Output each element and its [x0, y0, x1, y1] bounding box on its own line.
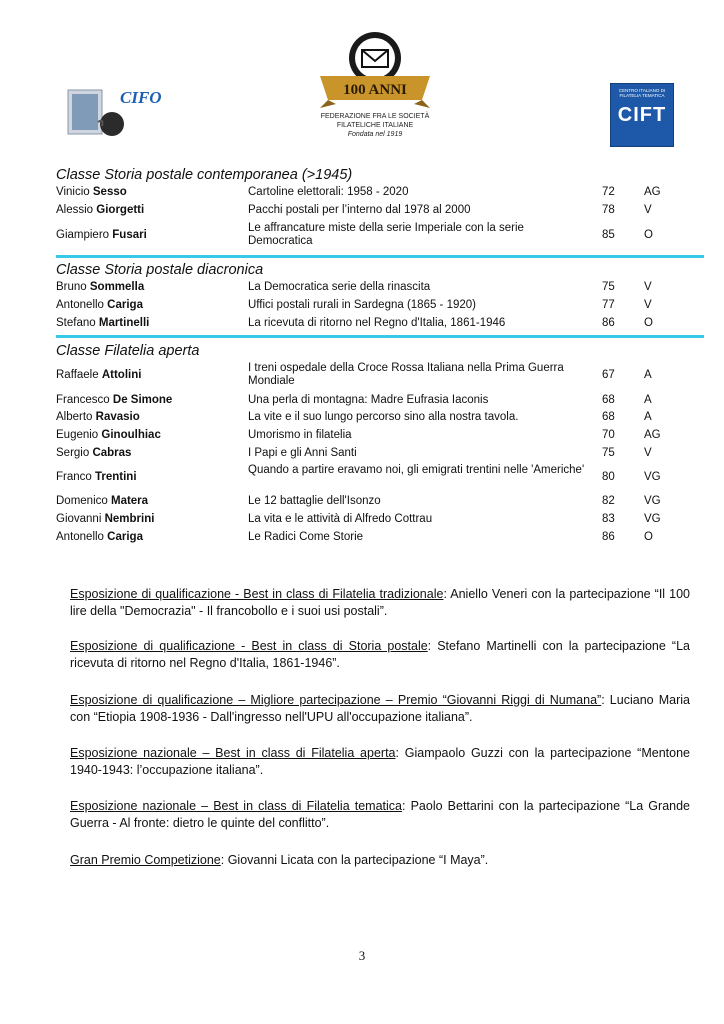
award-text: : Paolo Bettarini con la partecipazione “La Grande Guerra - Al fronte: dietro le quinte del conflitto”.	[70, 799, 690, 830]
award-label: Esposizione nazionale – Best in class di Filatelia aperta	[70, 746, 396, 760]
award-label: Gran Premio Competizione	[70, 853, 221, 867]
medal: V	[644, 204, 652, 216]
first-name: Alberto	[56, 411, 93, 423]
medal: AG	[644, 429, 661, 441]
federation-name-line2: FILATELICHE ITALIANE	[336, 122, 414, 129]
score: 70	[602, 429, 615, 441]
exhibitor-name	[56, 429, 161, 442]
page-number: 3	[358, 948, 366, 963]
section-divider	[56, 255, 704, 258]
section-storia-postale-contemporanea	[56, 166, 704, 184]
medal: A	[644, 411, 652, 423]
exhibitor-name	[56, 411, 140, 424]
exhibit-title: Quando a partire eravamo noi, gli emigrati trentini nelle 'Americhe'	[248, 464, 585, 476]
exhibit-title: Pacchi postali per l’interno dal 1978 al 2000	[248, 204, 471, 216]
exhibitor-name	[56, 394, 172, 407]
section-filatelia-aperta	[56, 342, 704, 360]
first-name: Antonello	[56, 531, 104, 543]
award-label: Esposizione di qualificazione – Migliore partecipazione – Premio “Giovanni Riggi di Numana”	[70, 693, 602, 707]
exhibit-title: Una perla di montagna: Madre Eufrasia Iaconis	[248, 394, 489, 406]
award-label: Esposizione nazionale – Best in class di Filatelia tematica	[70, 799, 402, 813]
award-text: : Giovanni Licata con la partecipazione “I Maya”.	[220, 853, 489, 867]
badge-text: 100 ANNI	[343, 82, 407, 98]
medal: V	[644, 447, 652, 459]
score: 85	[602, 229, 615, 241]
medal: VG	[644, 471, 661, 483]
exhibit-title: Le affrancature miste della serie Imperiale con la serie Democratica	[248, 222, 524, 247]
surname: Sommella	[89, 281, 145, 293]
exhibitor-name	[56, 299, 143, 312]
first-name: Raffaele	[56, 369, 99, 381]
federation-name	[310, 112, 440, 139]
page-header	[0, 0, 724, 160]
exhibitor-name	[56, 531, 143, 544]
cift-logo-mark: CIFT	[617, 104, 667, 126]
medal: V	[644, 299, 652, 311]
score: 68	[602, 394, 615, 406]
exhibitor-name	[56, 317, 149, 330]
medal: VG	[644, 513, 661, 525]
award-paragraph	[70, 586, 690, 620]
score: 72	[602, 186, 615, 198]
exhibitor-name	[56, 229, 147, 242]
federation-founded: Fondata nel 1919	[347, 131, 403, 138]
score: 75	[602, 281, 615, 293]
first-name: Antonello	[56, 299, 104, 311]
exhibit-title: Umorismo in filatelia	[248, 429, 352, 441]
score: 80	[602, 471, 615, 483]
exhibitor-name	[56, 471, 137, 484]
score: 82	[602, 495, 615, 507]
exhibit-title: Uffici postali rurali in Sardegna (1865 - 1920)	[248, 299, 476, 311]
surname: Attolini	[101, 369, 142, 381]
award-paragraph	[70, 692, 690, 726]
medal: V	[644, 281, 652, 293]
award-text: : Aniello Veneri con la partecipazione “Il 100 lire della "Democrazia" - Il francobollo e i suoi usi postali”.	[70, 587, 690, 618]
exhibit-title: La Democratica serie della rinascita	[248, 281, 431, 293]
award-text: : Stefano Martinelli con la partecipazione “La ricevuta di ritorno nel Regno d'Italia, 1861-1946”.	[70, 639, 690, 670]
first-name: Giampiero	[56, 229, 110, 241]
score: 77	[602, 299, 615, 311]
section-divider	[56, 335, 704, 338]
surname: Cariga	[107, 299, 143, 311]
exhibitor-name	[56, 186, 127, 199]
surname: Giorgetti	[96, 204, 145, 216]
first-name: Eugenio	[56, 429, 99, 441]
award-text: : Luciano Maria con “Etiopia 1908-1936 - Dall'ingresso nell'UPU all'occupazione italiana”.	[70, 693, 690, 724]
first-name: Sergio	[56, 447, 90, 459]
award-paragraph	[70, 798, 690, 832]
score: 83	[602, 513, 615, 525]
award-label: Esposizione di qualificazione - Best in class di Storia postale	[70, 639, 428, 653]
exhibitor-name	[56, 495, 148, 508]
surname: Cabras	[92, 447, 132, 459]
award-paragraph	[70, 745, 690, 779]
score: 68	[602, 411, 615, 423]
federation-logo	[310, 28, 440, 153]
score: 86	[602, 317, 615, 329]
cift-logo	[610, 83, 674, 147]
first-name: Francesco	[56, 394, 110, 406]
surname: Fusari	[112, 229, 147, 241]
surname: Ravasio	[95, 411, 140, 423]
exhibit-title: Le 12 battaglie dell'Isonzo	[248, 495, 381, 507]
medal: A	[644, 394, 652, 406]
cifo-logo	[62, 82, 172, 142]
exhibit-title: Cartoline elettorali: 1958 - 2020	[248, 186, 409, 198]
first-name: Franco	[56, 471, 92, 483]
surname: De Simone	[112, 394, 173, 406]
award-text: : Giampaolo Guzzi con la partecipazione “Mentone 1940-1943: l’occupazione italiana”.	[70, 746, 690, 777]
first-name: Stefano	[56, 317, 96, 329]
award-paragraph	[70, 852, 690, 869]
exhibit-title: La ricevuta di ritorno nel Regno d'Italia, 1861-1946	[248, 317, 506, 329]
exhibitor-name	[56, 369, 141, 382]
first-name: Vinicio	[56, 186, 90, 198]
score: 86	[602, 531, 615, 543]
score: 67	[602, 369, 615, 381]
exhibit-title: La vita e le attività di Alfredo Cottrau	[248, 513, 433, 525]
surname: Trentini	[95, 471, 137, 483]
score: 78	[602, 204, 615, 216]
surname: Ginoulhiac	[101, 429, 161, 441]
exhibitor-name	[56, 513, 154, 526]
exhibitor-name	[56, 447, 131, 460]
surname: Sesso	[92, 186, 127, 198]
first-name: Domenico	[56, 495, 108, 507]
medal: AG	[644, 186, 661, 198]
award-paragraph	[70, 638, 690, 672]
exhibitor-name	[56, 204, 144, 217]
section-title: Classe Storia postale contemporanea (>1945)	[56, 167, 353, 183]
exhibit-title: I Papi e gli Anni Santi	[248, 447, 357, 459]
federation-name-line1: FEDERAZIONE FRA LE SOCIETÀ	[320, 113, 430, 120]
exhibit-title: Le Radici Come Storie	[248, 531, 364, 543]
medal: VG	[644, 495, 661, 507]
medal: O	[644, 531, 653, 543]
surname: Martinelli	[98, 317, 150, 329]
award-label: Esposizione di qualificazione - Best in class di Filatelia tradizionale	[70, 587, 444, 601]
cifo-logo-text: CIFO	[120, 88, 162, 107]
score: 75	[602, 447, 615, 459]
exhibit-title: I treni ospedale della Croce Rossa Italiana nella Prima Guerra Mondiale	[248, 362, 564, 387]
section-title: Classe Storia postale diacronica	[56, 262, 264, 278]
first-name: Alessio	[56, 204, 94, 216]
exhibitor-name	[56, 281, 144, 294]
surname: Cariga	[107, 531, 143, 543]
section-title: Classe Filatelia aperta	[56, 343, 200, 359]
medal: O	[644, 229, 653, 241]
surname: Matera	[110, 495, 149, 507]
section-storia-postale-diacronica	[56, 261, 704, 279]
medal: A	[644, 369, 652, 381]
centenary-badge-icon	[310, 28, 440, 112]
exhibit-title: La vite e il suo lungo percorso sino alla nostra tavola.	[248, 411, 519, 423]
first-name: Bruno	[56, 281, 87, 293]
cift-logo-text: CENTRO ITALIANO DI FILATELIA TEMATICA	[618, 88, 666, 98]
medal: O	[644, 317, 653, 329]
first-name: Giovanni	[56, 513, 102, 525]
surname: Nembrini	[104, 513, 155, 525]
